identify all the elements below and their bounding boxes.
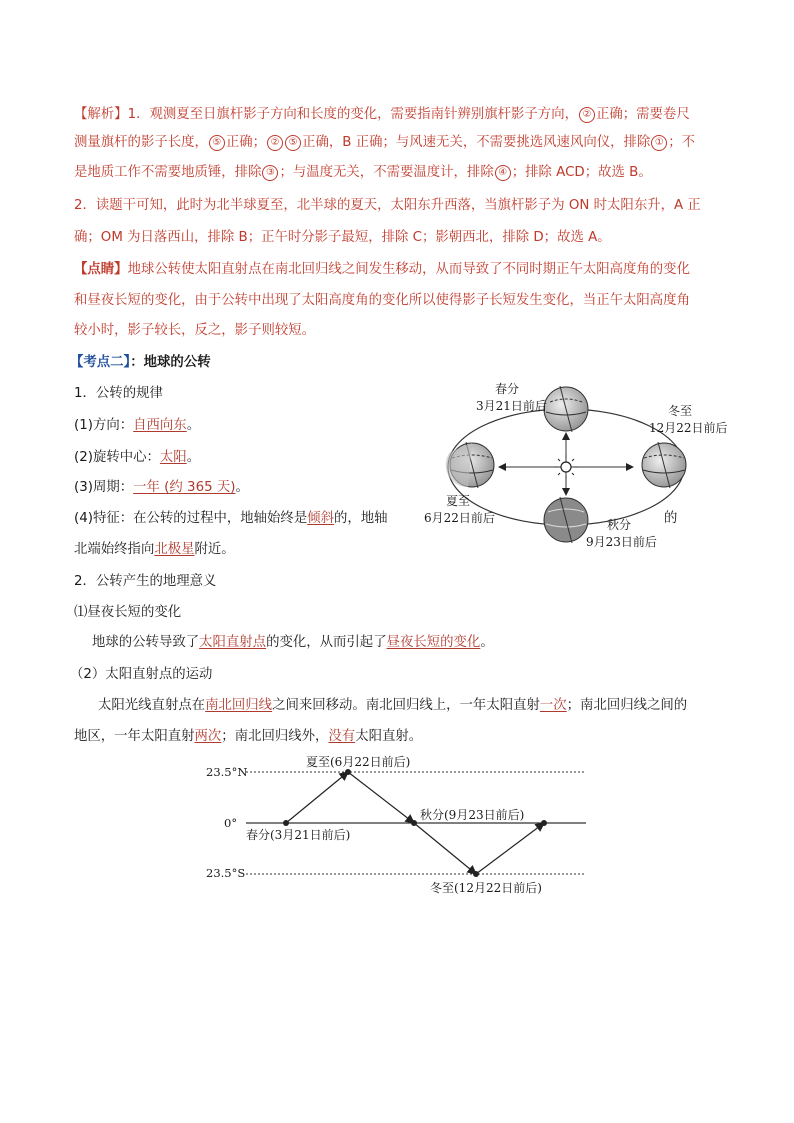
solar-label-eq: 0° [224, 816, 238, 830]
tip-line2: 和昼夜长短的变化，由于公转中出现了太阳高度角的变化所以使得影子长短发生变化，当正午太阳高度角 [74, 293, 690, 308]
significance-p2: 地区，一年太阳直射两次；南北回归线外，没有太阳直射。 [74, 729, 423, 744]
point-winter [473, 871, 479, 877]
tip-line3: 较小时，影子较长，反之，影子则较短。 [74, 323, 316, 338]
law-heading: 1．公转的规律 [74, 386, 163, 401]
orbit-label-autumn: 秋分 [607, 518, 632, 532]
orbit-label-summer: 夏至 [446, 494, 471, 508]
significance-p1: 太阳光线直射点在南北回归线之间来回移动。南北回归线上，一年太阳直射一次；南北回归线之间的 [98, 698, 688, 713]
path-spring-summer [286, 772, 348, 823]
solar-label-winter: 冬至(12月22日前后) [430, 881, 542, 895]
circled-2: ② [579, 107, 595, 123]
earth-winter-icon [642, 442, 686, 488]
earth-autumn-icon [544, 497, 588, 543]
analysis-q2-line1: 2．读题干可知，此时为北半球夏至，北半球的夏天，太阳东升西落，当旗杆影子为 ON 时太阳东升，A 正 [74, 198, 701, 213]
law-period: (3)周期：一年 (约 365 天)。 [74, 480, 249, 495]
significance-sub2: （2）太阳直射点的运动 [70, 667, 213, 682]
analysis-q1-line1: 【解析】1．观测夏至日旗杆影子方向和长度的变化，需要指南针辨别旗杆影子方向， ② 正确；需要卷尺 [74, 107, 690, 122]
significance-sub1-text: 地球的公转导致了太阳直射点的变化，从而引起了昼夜长短的变化。 [92, 635, 494, 650]
orbit-label-summer-date: 6月22日前后 [424, 511, 495, 525]
orbit-label-winter: 冬至 [668, 404, 693, 418]
point-spring-next [541, 820, 547, 826]
solar-label-autumn: 秋分(9月23日前后) [420, 808, 525, 822]
tip-tag: 【点睛】 [74, 262, 128, 277]
orbit-label-winter-date: 12月22日前后 [649, 421, 728, 435]
tip-line1: 【点睛】地球公转使太阳直射点在南北回归线之间发生移动，从而导致了不同时期正午太阳高度角的变化 [74, 262, 690, 277]
law-center: (2)旋转中心：太阳。 [74, 450, 201, 465]
law-direction: (1)方向：自西向东。 [74, 418, 201, 433]
section-heading: 【考点二】：地球的公转 [70, 355, 211, 370]
significance-sub1: ⑴昼夜长短的变化 [74, 605, 182, 620]
law-feature-cont: 的 [664, 511, 678, 526]
solar-label-summer: 夏至(6月22日前后) [306, 755, 411, 769]
earth-spring-icon [544, 386, 588, 432]
point-autumn [411, 820, 417, 826]
significance-heading: 2．公转产生的地理意义 [74, 574, 217, 589]
path-winter-spring [476, 823, 544, 874]
path-autumn-winter [414, 823, 476, 874]
solar-label-spring: 春分(3月21日前后) [246, 828, 351, 842]
orbit-label-spring: 春分 [495, 382, 520, 396]
solar-point-diagram [200, 750, 600, 900]
analysis-tag: 【解析】 [74, 107, 128, 122]
orbit-label-autumn-date: 9月23日前后 [586, 535, 657, 549]
law-feature: (4)特征：在公转的过程中，地轴始终是倾斜的，地轴 [74, 511, 388, 526]
analysis-q1-line2: 测量旗杆的影子长度， ⑤ 正确； ② ⑤ 正确，B 正确；与风速无关，不需要挑选风速风向仪，排除 ① ；不 [74, 135, 696, 150]
solar-label-s: 23.5°S [206, 866, 246, 880]
analysis-q2-line2: 确；OM 为日落西山，排除 B；正午时分影子最短，排除 C；影朝西北，排除 D；故选 A。 [74, 230, 611, 245]
earth-summer-icon [446, 442, 494, 488]
law-feature-line2: 北端始终指向北极星附近。 [74, 542, 235, 557]
solar-label-n: 23.5°N [206, 765, 248, 779]
path-summer-autumn [348, 772, 414, 823]
analysis-q1-line3: 是地质工作不需要地质锤，排除 ③ ；与温度无关，不需要温度计，排除 ④ ；排除 ACD；故选 B。 [74, 165, 652, 180]
orbit-label-spring-date: 3月21日前后 [476, 399, 547, 413]
